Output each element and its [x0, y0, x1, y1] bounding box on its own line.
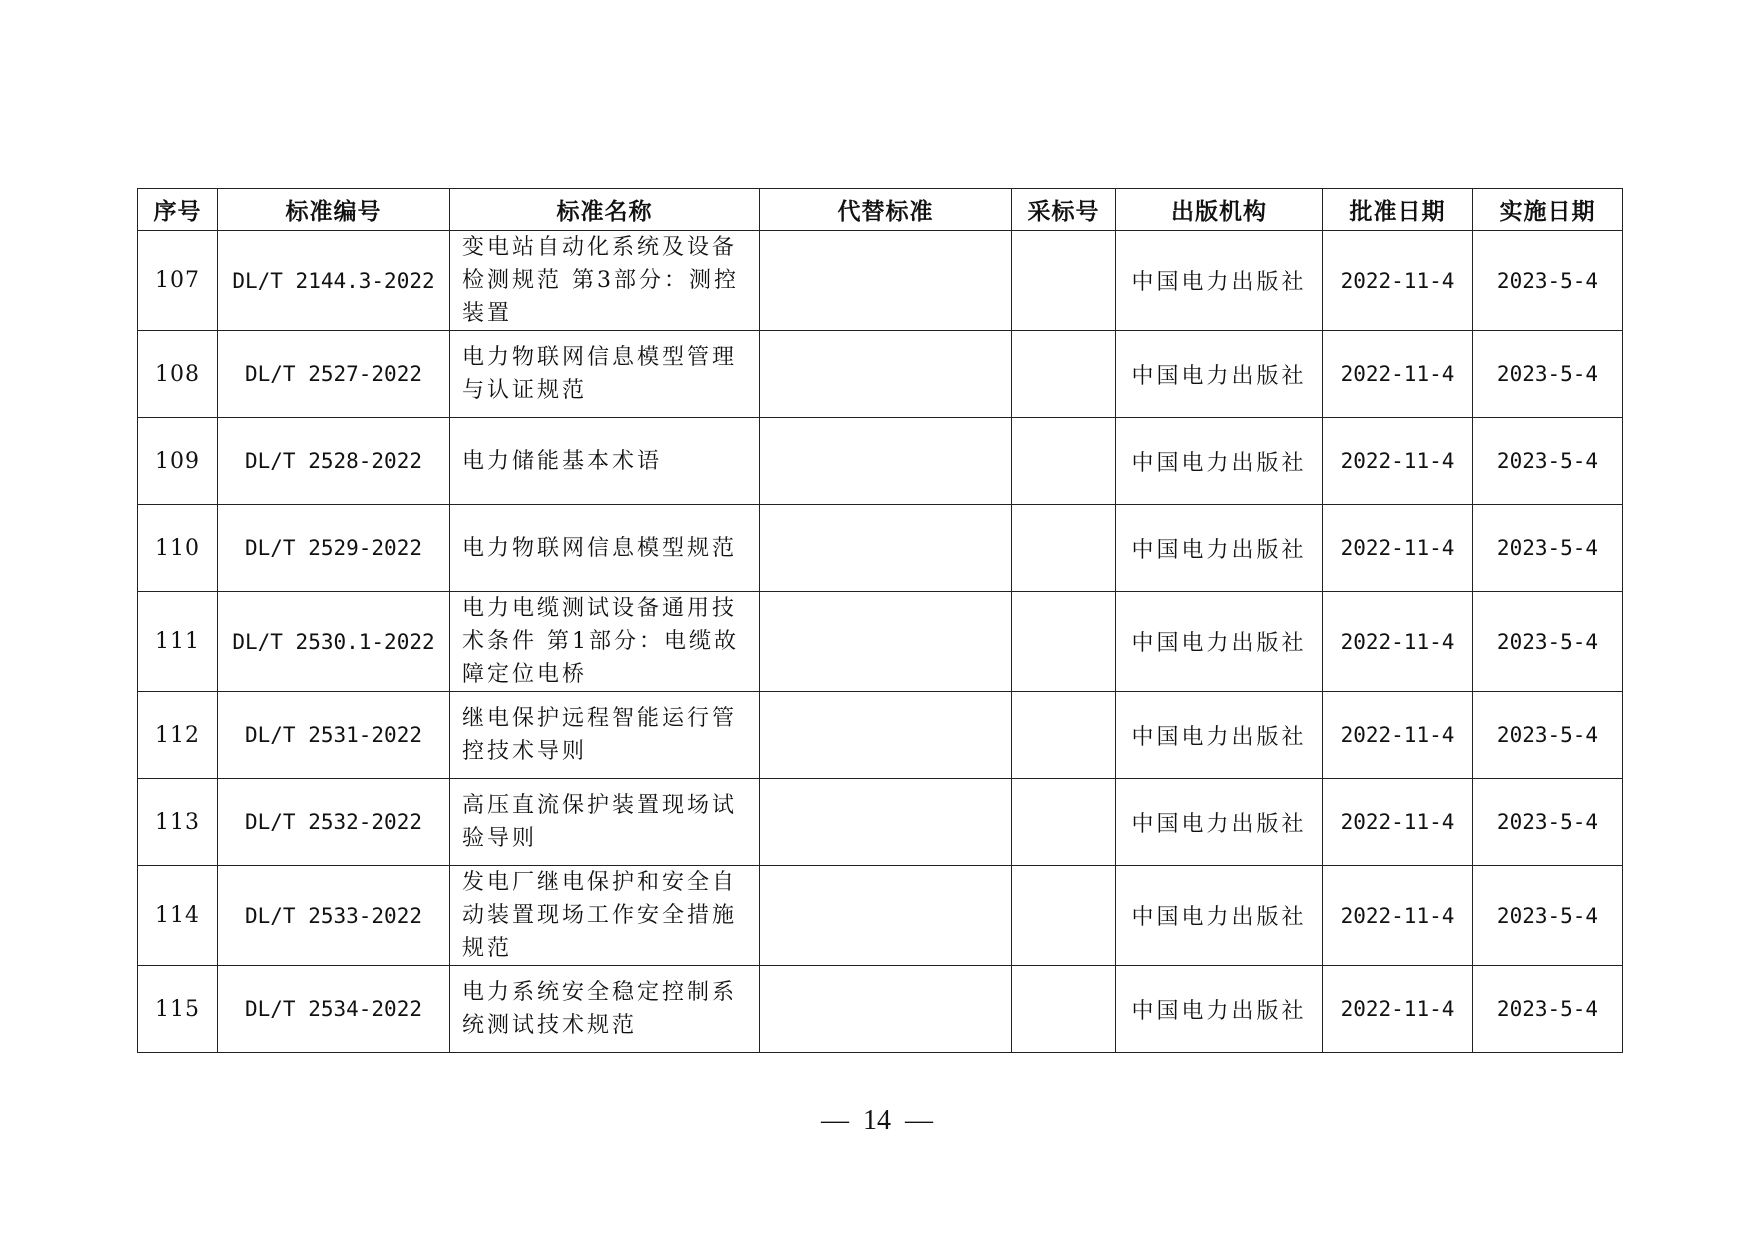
cell-seq: 115 [138, 966, 218, 1053]
table-header [138, 189, 1623, 231]
cell-effective-date: 2023-5-4 [1473, 331, 1623, 418]
cell-adopted-standard [1012, 505, 1116, 592]
cell-effective-date: 2023-5-4 [1473, 505, 1623, 592]
table-row [138, 779, 1623, 866]
cell-approval-date: 2022-11-4 [1323, 418, 1473, 505]
cell-publisher: 中国电力出版社 [1116, 692, 1323, 779]
cell-adopted-standard [1012, 779, 1116, 866]
cell-standard-code: DL/T 2530.1-2022 [218, 592, 450, 692]
cell-standard-name: 变电站自动化系统及设备检测规范 第3部分：测控装置 [450, 231, 760, 331]
cell-replaced-standard [760, 592, 1012, 692]
cell-seq: 108 [138, 331, 218, 418]
cell-adopted-standard [1012, 231, 1116, 331]
table-row [138, 331, 1623, 418]
cell-replaced-standard [760, 331, 1012, 418]
cell-seq: 107 [138, 231, 218, 331]
cell-effective-date: 2023-5-4 [1473, 966, 1623, 1053]
cell-approval-date: 2022-11-4 [1323, 966, 1473, 1053]
table-body [138, 231, 1623, 1053]
cell-approval-date: 2022-11-4 [1323, 505, 1473, 592]
cell-approval-date: 2022-11-4 [1323, 592, 1473, 692]
cell-seq: 110 [138, 505, 218, 592]
header-seq: 序号 [138, 189, 218, 231]
cell-replaced-standard [760, 966, 1012, 1053]
page-footer [0, 1105, 1754, 1137]
table-row [138, 418, 1623, 505]
page-number: 14 [863, 1105, 891, 1136]
cell-publisher: 中国电力出版社 [1116, 331, 1323, 418]
cell-publisher: 中国电力出版社 [1116, 418, 1323, 505]
cell-seq: 109 [138, 418, 218, 505]
header-replaced-standard: 代替标准 [760, 189, 1012, 231]
cell-replaced-standard [760, 231, 1012, 331]
cell-standard-name: 电力电缆测试设备通用技术条件 第1部分：电缆故障定位电桥 [450, 592, 760, 692]
cell-standard-name: 电力储能基本术语 [450, 418, 760, 505]
header-approval-date: 批准日期 [1323, 189, 1473, 231]
cell-replaced-standard [760, 505, 1012, 592]
table-row [138, 966, 1623, 1053]
cell-standard-name: 继电保护远程智能运行管控技术导则 [450, 692, 760, 779]
cell-approval-date: 2022-11-4 [1323, 866, 1473, 966]
cell-standard-code: DL/T 2528-2022 [218, 418, 450, 505]
header-adopted-standard: 采标号 [1012, 189, 1116, 231]
cell-effective-date: 2023-5-4 [1473, 692, 1623, 779]
cell-publisher: 中国电力出版社 [1116, 779, 1323, 866]
cell-effective-date: 2023-5-4 [1473, 779, 1623, 866]
cell-publisher: 中国电力出版社 [1116, 505, 1323, 592]
cell-replaced-standard [760, 779, 1012, 866]
cell-adopted-standard [1012, 692, 1116, 779]
cell-publisher: 中国电力出版社 [1116, 592, 1323, 692]
cell-approval-date: 2022-11-4 [1323, 231, 1473, 331]
cell-adopted-standard [1012, 418, 1116, 505]
cell-standard-name: 电力系统安全稳定控制系统测试技术规范 [450, 966, 760, 1053]
cell-seq: 111 [138, 592, 218, 692]
cell-replaced-standard [760, 866, 1012, 966]
table-row [138, 866, 1623, 966]
cell-standard-name: 电力物联网信息模型管理与认证规范 [450, 331, 760, 418]
cell-seq: 113 [138, 779, 218, 866]
cell-publisher: 中国电力出版社 [1116, 866, 1323, 966]
cell-adopted-standard [1012, 866, 1116, 966]
header-effective-date: 实施日期 [1473, 189, 1623, 231]
header-row [138, 189, 1623, 231]
header-standard-name: 标准名称 [450, 189, 760, 231]
cell-approval-date: 2022-11-4 [1323, 331, 1473, 418]
cell-standard-name: 发电厂继电保护和安全自动装置现场工作安全措施规范 [450, 866, 760, 966]
cell-publisher: 中国电力出版社 [1116, 966, 1323, 1053]
cell-standard-code: DL/T 2529-2022 [218, 505, 450, 592]
cell-standard-name: 高压直流保护装置现场试验导则 [450, 779, 760, 866]
table-row [138, 692, 1623, 779]
table-row [138, 592, 1623, 692]
cell-replaced-standard [760, 692, 1012, 779]
table-row [138, 505, 1623, 592]
footer-dash-left: — [821, 1105, 849, 1136]
cell-standard-code: DL/T 2534-2022 [218, 966, 450, 1053]
footer-dash-right: — [905, 1105, 933, 1136]
cell-standard-code: DL/T 2533-2022 [218, 866, 450, 966]
cell-standard-code: DL/T 2531-2022 [218, 692, 450, 779]
cell-publisher: 中国电力出版社 [1116, 231, 1323, 331]
cell-standard-name: 电力物联网信息模型规范 [450, 505, 760, 592]
cell-adopted-standard [1012, 331, 1116, 418]
header-standard-code: 标准编号 [218, 189, 450, 231]
cell-approval-date: 2022-11-4 [1323, 779, 1473, 866]
cell-seq: 114 [138, 866, 218, 966]
cell-standard-code: DL/T 2144.3-2022 [218, 231, 450, 331]
cell-replaced-standard [760, 418, 1012, 505]
cell-adopted-standard [1012, 966, 1116, 1053]
cell-effective-date: 2023-5-4 [1473, 592, 1623, 692]
header-publisher: 出版机构 [1116, 189, 1323, 231]
cell-effective-date: 2023-5-4 [1473, 418, 1623, 505]
table-row [138, 231, 1623, 331]
cell-adopted-standard [1012, 592, 1116, 692]
cell-seq: 112 [138, 692, 218, 779]
cell-approval-date: 2022-11-4 [1323, 692, 1473, 779]
standards-table [137, 188, 1623, 1053]
cell-effective-date: 2023-5-4 [1473, 866, 1623, 966]
cell-standard-code: DL/T 2527-2022 [218, 331, 450, 418]
cell-effective-date: 2023-5-4 [1473, 231, 1623, 331]
cell-standard-code: DL/T 2532-2022 [218, 779, 450, 866]
